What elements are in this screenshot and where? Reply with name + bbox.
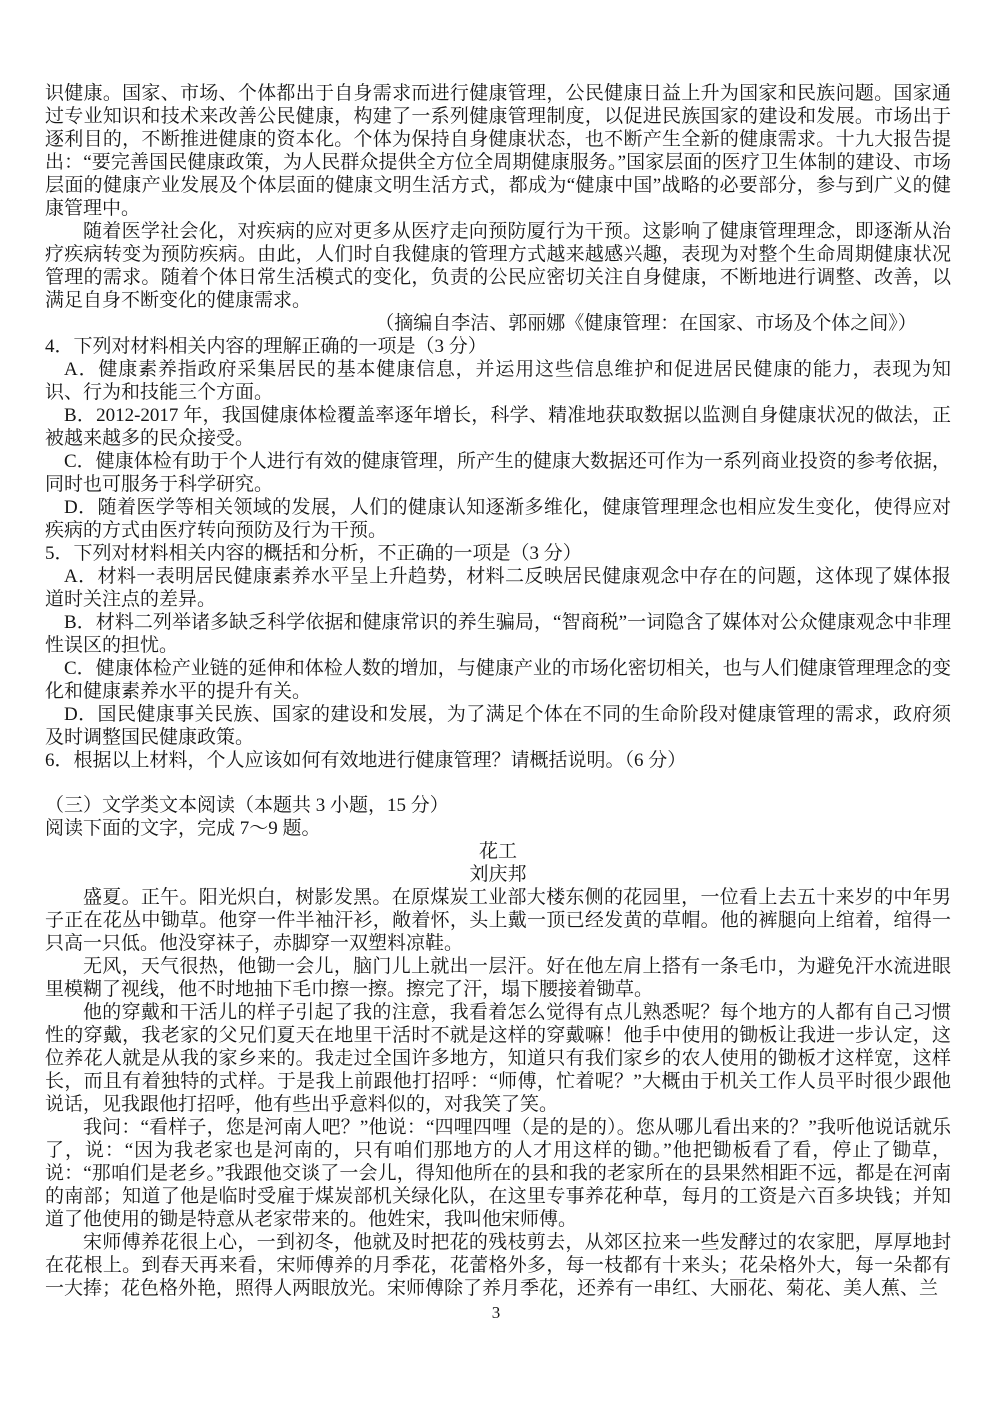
question-5-option-d: D．国民健康事关民族、国家的建设和发展，为了满足个体在不同的生命阶段对健康管理的需求，政府须及时调整国民健康政策。 bbox=[45, 704, 951, 748]
question-4-option-a: A．健康素养指政府采集居民的基本健康信息，并运用这些信息维护和促进居民健康的能力，表现为知识、行为和技能三个方面。 bbox=[45, 359, 951, 403]
page-number: 3 bbox=[491, 1303, 501, 1322]
question-4: 4．下列对材料相关内容的理解正确的一项是（3 分） bbox=[45, 336, 487, 357]
material-paragraph-continued: 识健康。国家、市场、个体都出于自身需求而进行健康管理，公民健康日益上升为国家和民族问题。国家通过专业知识和技术来改善公民健康，构建了一系列健康管理制度，以促进民族国家的建设和发展。市场出于逐利目的，不断推进健康的资本化。个体为保持自身健康状态，也不断产生全新的健康需求。十九大报告提出：“要完善国民健康政策，为人民群众提供全方位全周期健康服务。”国家层面的医疗卫生体制的建设、市场层面的健康产业发展及个体层面的健康文明生活方式，都成为“健康中国”战略的必要部分，参与到广义的健康管理中。 bbox=[45, 83, 951, 219]
story-paragraph-5: 宋师傅养花很上心，一到初冬，他就及时把花的残枝剪去，从郊区拉来一些发酵过的农家肥，厚厚地封在花根上。到春天再来看，宋师傅养的月季花，花蕾格外多，每一枝都有十来头；花朵格外大，每一朵都有一大捧；花色格外艳，照得人两眼放光。宋师傅除了养月季花，还养有一串红、大丽花、菊花、美人蕉、兰 bbox=[45, 1232, 951, 1299]
page-body-text bbox=[45, 82, 951, 1300]
question-6: 6．根据以上材料，个人应该如何有效地进行健康管理？请概括说明。（6 分） bbox=[45, 750, 687, 771]
story-title: 花工 bbox=[478, 841, 517, 862]
story-paragraph-4: 我问：“看样子，您是河南人吧？”他说：“四哩四哩（是的是的）。您从哪儿看出来的？”我听他说话就乐了，说：“因为我老家也是河南的，只有咱们那地方的人才用这样的锄。”他把锄板看了看，停止了锄草，说：“那咱们是老乡。”我跟他交谈了一会儿，得知他所在的县和我的老家所在的县果然相距不远，都是在河南的南部；知道了他是临时受雇于煤炭部机关绿化队，在这里专事养花种草，每月的工资是六百多块钱；并知道了他使用的锄是特意从老家带来的。他姓宋，我叫他宋师傅。 bbox=[45, 1117, 951, 1230]
question-4-option-d: D．随着医学等相关领域的发展，人们的健康认知逐渐多维化，健康管理理念也相应发生变化，使得应对疾病的方式由医疗转向预防及行为干预。 bbox=[45, 497, 951, 541]
story-paragraph-3: 他的穿戴和干活儿的样子引起了我的注意，我看着怎么觉得有点儿熟悉呢？每个地方的人都有自己习惯性的穿戴，我老家的父兄们夏天在地里干活时不就是这样的穿戴嘛！他手中使用的锄板让我进一步认定，这位养花人就是从我的家乡来的。我走过全国许多地方，知道只有我们家乡的农人使用的锄板才这样宽，这样长，而且有着独特的式样。于是我上前跟他打招呼：“师傅，忙着呢？”大概由于机关工作人员平时很少跟他说话，见我跟他打招呼，他有些出乎意料似的，对我笑了笑。 bbox=[45, 1002, 951, 1115]
question-5-option-c: C．健康体检产业链的延伸和体检人数的增加，与健康产业的市场化密切相关，也与人们健康管理理念的变化和健康素养水平的提升有关。 bbox=[45, 658, 951, 702]
question-4-option-b: B．2012-2017 年，我国健康体检覆盖率逐年增长，科学、精准地获取数据以监测自身健康状况的做法，正被越来越多的民众接受。 bbox=[45, 405, 951, 449]
story-author: 刘庆邦 bbox=[469, 864, 527, 885]
story-paragraph-1: 盛夏。正午。阳光炽白，树影发黑。在原煤炭工业部大楼东侧的花园里，一位看上去五十来岁的中年男子正在花丛中锄草。他穿一件半袖汗衫，敞着怀，头上戴一顶已经发黄的草帽。他的裤腿向上绾着，绾得一只高一只低。他没穿袜子，赤脚穿一双塑料凉鞋。 bbox=[45, 887, 951, 954]
question-4-option-c: C．健康体检有助于个人进行有效的健康管理，所产生的健康大数据还可作为一系列商业投资的参考依据，同时也可服务于科学研究。 bbox=[45, 451, 951, 495]
question-5-option-a: A．材料一表明居民健康素养水平呈上升趋势，材料二反映居民健康观念中存在的问题，这体现了媒体报道时关注点的差异。 bbox=[45, 566, 951, 610]
section-heading: （三）文学类文本阅读（本题共 3 小题，15 分） bbox=[45, 795, 449, 816]
source-attribution: （摘编自李洁、郭丽娜《健康管理：在国家、市场及个体之间》） bbox=[375, 313, 917, 334]
section-instruction: 阅读下面的文字，完成 7～9 题。 bbox=[45, 818, 321, 839]
blank-line bbox=[45, 772, 951, 794]
story-paragraph-2: 无风，天气很热，他锄一会儿，脑门儿上就出一层汗。好在他左肩上搭有一条毛巾，为避免汗水流进眼里模糊了视线，他不时地抽下毛巾擦一擦。擦完了汗，塌下腰接着锄草。 bbox=[45, 956, 951, 1000]
question-5-option-b: B．材料二列举诸多缺乏科学依据和健康常识的养生骗局，“智商税”一词隐含了媒体对公众健康观念中非理性误区的担忧。 bbox=[45, 612, 951, 656]
question-5: 5．下列对材料相关内容的概括和分析，不正确的一项是（3 分） bbox=[45, 543, 582, 564]
material-paragraph: 随着医学社会化，对疾病的应对更多从医疗走向预防厦行为干预。这影响了健康管理理念，即逐渐从治疗疾病转变为预防疾病。由此，人们时自我健康的管理方式越来越感兴趣，表现为对整个生命周期健康状况管理的需求。随着个体日常生活模式的变化，负责的公民应密切关注自身健康，不断地进行调整、改善，以满足自身不断变化的健康需求。 bbox=[45, 221, 951, 311]
